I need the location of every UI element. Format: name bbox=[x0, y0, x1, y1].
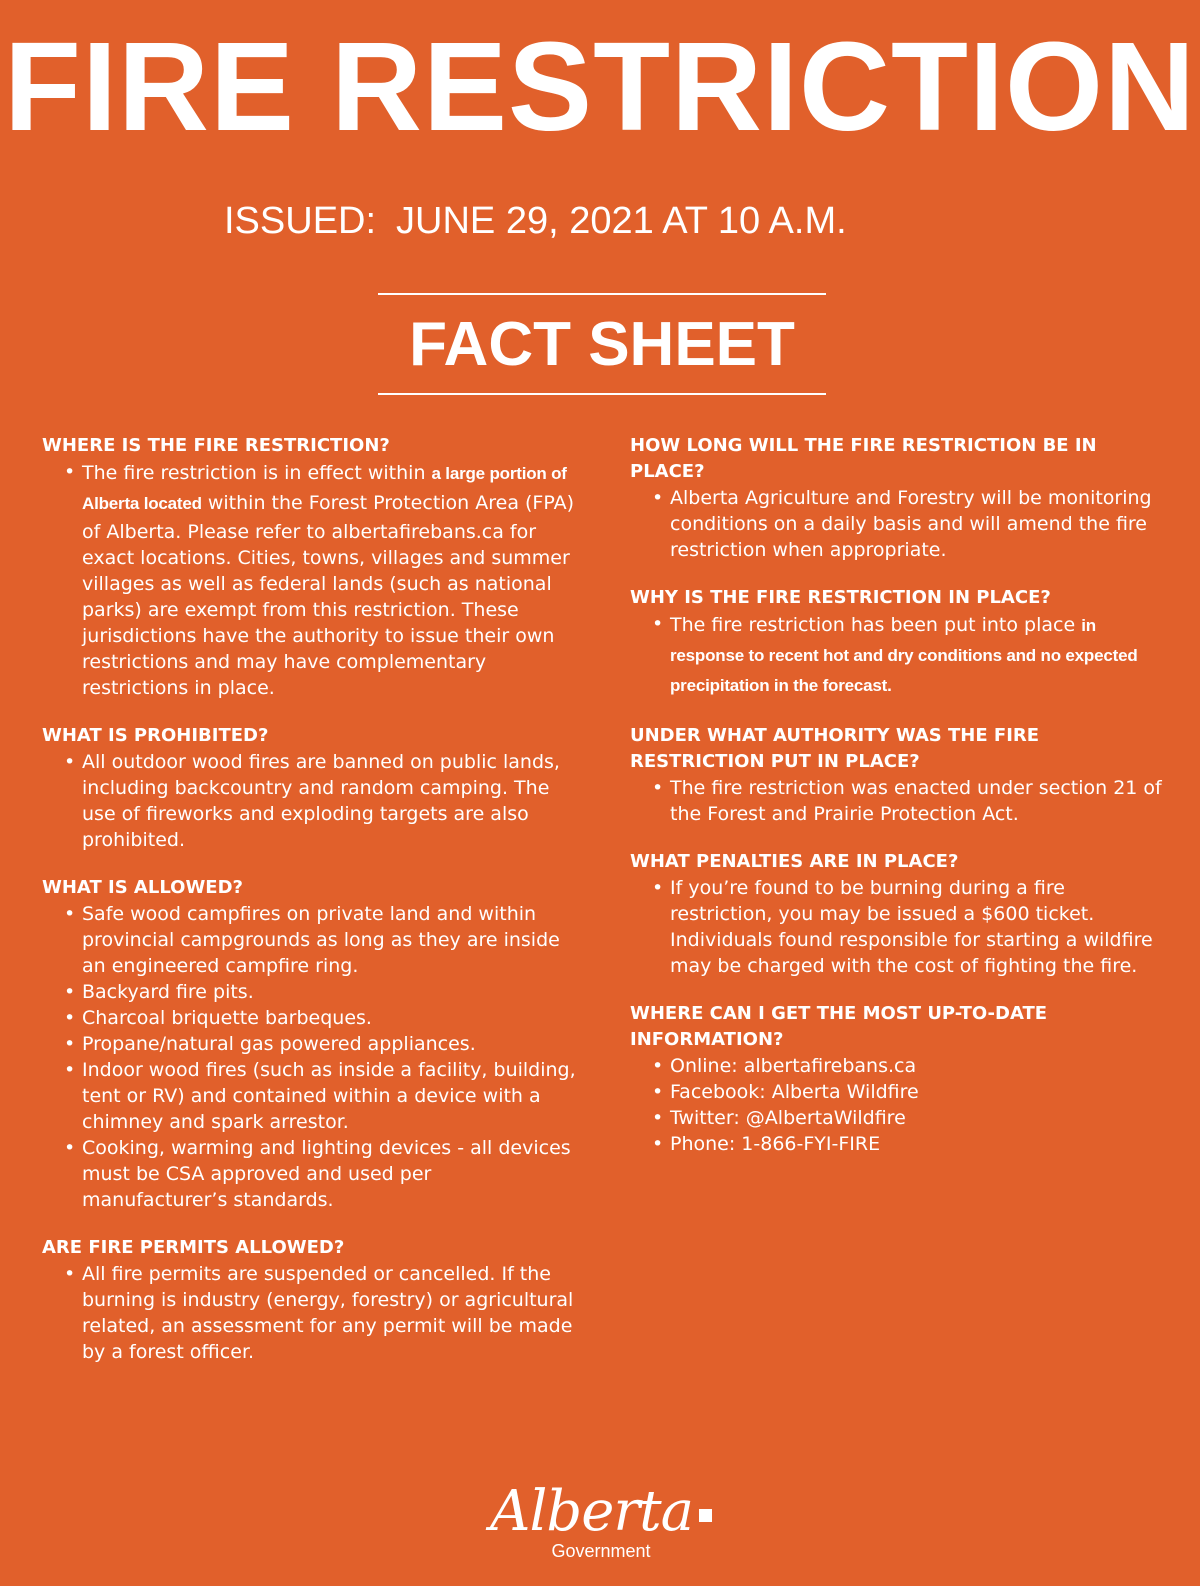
logo-government-label: Government bbox=[551, 1541, 651, 1561]
list-item: • Cooking, warming and lighting devices - all devices must be CSA approved and used per manufacturer’s standards. bbox=[82, 1135, 582, 1213]
alberta-wordmark: Alberta bbox=[490, 1479, 693, 1544]
faq-section bbox=[630, 849, 1170, 979]
section-heading: WHAT IS PROHIBITED? bbox=[42, 725, 269, 746]
section-heading: ARE FIRE PERMITS ALLOWED? bbox=[42, 1237, 345, 1258]
faq-section bbox=[630, 433, 1170, 563]
faq-section bbox=[42, 1235, 582, 1365]
section-heading: WHERE CAN I GET THE MOST UP-TO-DATE INFORMATION? bbox=[630, 1003, 1048, 1050]
bullet-list bbox=[630, 775, 1170, 827]
faq-section bbox=[630, 1001, 1170, 1157]
list-item bbox=[670, 611, 1170, 701]
bullet-list bbox=[42, 901, 582, 1213]
section-heading: WHAT PENALTIES ARE IN PLACE? bbox=[630, 851, 959, 872]
list-item: • Online: albertafirebans.ca bbox=[670, 1053, 1170, 1079]
section-heading: WHY IS THE FIRE RESTRICTION IN PLACE? bbox=[630, 587, 1051, 608]
list-item: • Twitter: @AlbertaWildfire bbox=[670, 1105, 1170, 1131]
list-item-emphasis: a large portion of Alberta located bbox=[82, 464, 567, 513]
logo-square-icon bbox=[699, 1509, 712, 1522]
list-item: • Alberta Agriculture and Forestry will be monitoring conditions on a daily basis and will amend the fire restriction when appropriate. bbox=[670, 485, 1170, 563]
list-item bbox=[82, 459, 582, 701]
list-item: • All fire permits are suspended or cancelled. If the burning is industry (energy, forestry) or agricultural related, an assessment for any permit will be made by a forest officer. bbox=[82, 1261, 582, 1365]
issued-line bbox=[224, 198, 847, 244]
bullet-list bbox=[42, 749, 582, 853]
list-item: • Propane/natural gas powered appliances. bbox=[82, 1031, 582, 1057]
section-heading: UNDER WHAT AUTHORITY WAS THE FIRE RESTRICTION PUT IN PLACE? bbox=[630, 725, 1040, 772]
list-item-emphasis: in response to recent hot and dry conditions and no expected precipitation in the forecast. bbox=[670, 616, 1138, 695]
faq-section bbox=[42, 433, 582, 701]
left-column bbox=[42, 433, 582, 1387]
faq-section bbox=[630, 585, 1170, 701]
bullet-list bbox=[630, 611, 1170, 701]
section-heading: HOW LONG WILL THE FIRE RESTRICTION BE IN PLACE? bbox=[630, 435, 1097, 482]
bullet-list bbox=[42, 1261, 582, 1365]
faq-section bbox=[42, 723, 582, 853]
divider-bottom bbox=[378, 393, 826, 395]
divider-top bbox=[378, 293, 826, 295]
list-item: • Safe wood campfires on private land and within provincial campgrounds as long as they are inside an engineered campfire ring. bbox=[82, 901, 582, 979]
right-column bbox=[630, 433, 1170, 1179]
faq-section bbox=[630, 723, 1170, 827]
page-title: FIRE RESTRICTION bbox=[3, 16, 1197, 157]
list-item: • Phone: 1-866-FYI-FIRE bbox=[670, 1131, 1170, 1157]
list-item: • The fire restriction was enacted under section 21 of the Forest and Prairie Protection Act. bbox=[670, 775, 1170, 827]
alberta-government-logo bbox=[486, 1480, 716, 1580]
list-item: • Backyard fire pits. bbox=[82, 979, 582, 1005]
list-item: • Indoor wood fires (such as inside a facility, building, tent or RV) and contained within a device with a chimney and spark arrestor. bbox=[82, 1057, 582, 1135]
bullet-list bbox=[630, 1053, 1170, 1157]
list-item-text: within the Forest Protection Area (FPA) of Alberta. Please refer to albertafirebans.ca for exact locations. Cities, towns, villages and summer villages as well as federal lands (such as national parks) are exempt from this restriction. These jurisdictions have the authority to issue their own restrictions and may have complementary restrictions in place. bbox=[82, 492, 575, 699]
bullet-list bbox=[630, 875, 1170, 979]
list-item: • Charcoal briquette barbeques. bbox=[82, 1005, 582, 1031]
section-heading: WHERE IS THE FIRE RESTRICTION? bbox=[42, 435, 390, 456]
bullet-list bbox=[42, 459, 582, 701]
list-item: • All outdoor wood fires are banned on public lands, including backcountry and random camping. The use of fireworks and exploding targets are also prohibited. bbox=[82, 749, 582, 853]
list-item: • Facebook: Alberta Wildfire bbox=[670, 1079, 1170, 1105]
issued-date: JUNE 29, 2021 AT 10 A.M. bbox=[396, 200, 847, 242]
list-item-text: The fire restriction has been put into place bbox=[670, 614, 1082, 636]
fact-sheet-heading: FACT SHEET bbox=[409, 310, 795, 379]
section-heading: WHAT IS ALLOWED? bbox=[42, 877, 243, 898]
faq-section bbox=[42, 875, 582, 1213]
issued-label: ISSUED: bbox=[224, 200, 377, 242]
bullet-list bbox=[630, 485, 1170, 563]
list-item-text: The fire restriction is in effect within bbox=[82, 462, 432, 484]
list-item: • If you’re found to be burning during a fire restriction, you may be issued a $600 ticket. Individuals found responsible for starting a wildfire may be charged with the cost of fighting the fire. bbox=[670, 875, 1170, 979]
